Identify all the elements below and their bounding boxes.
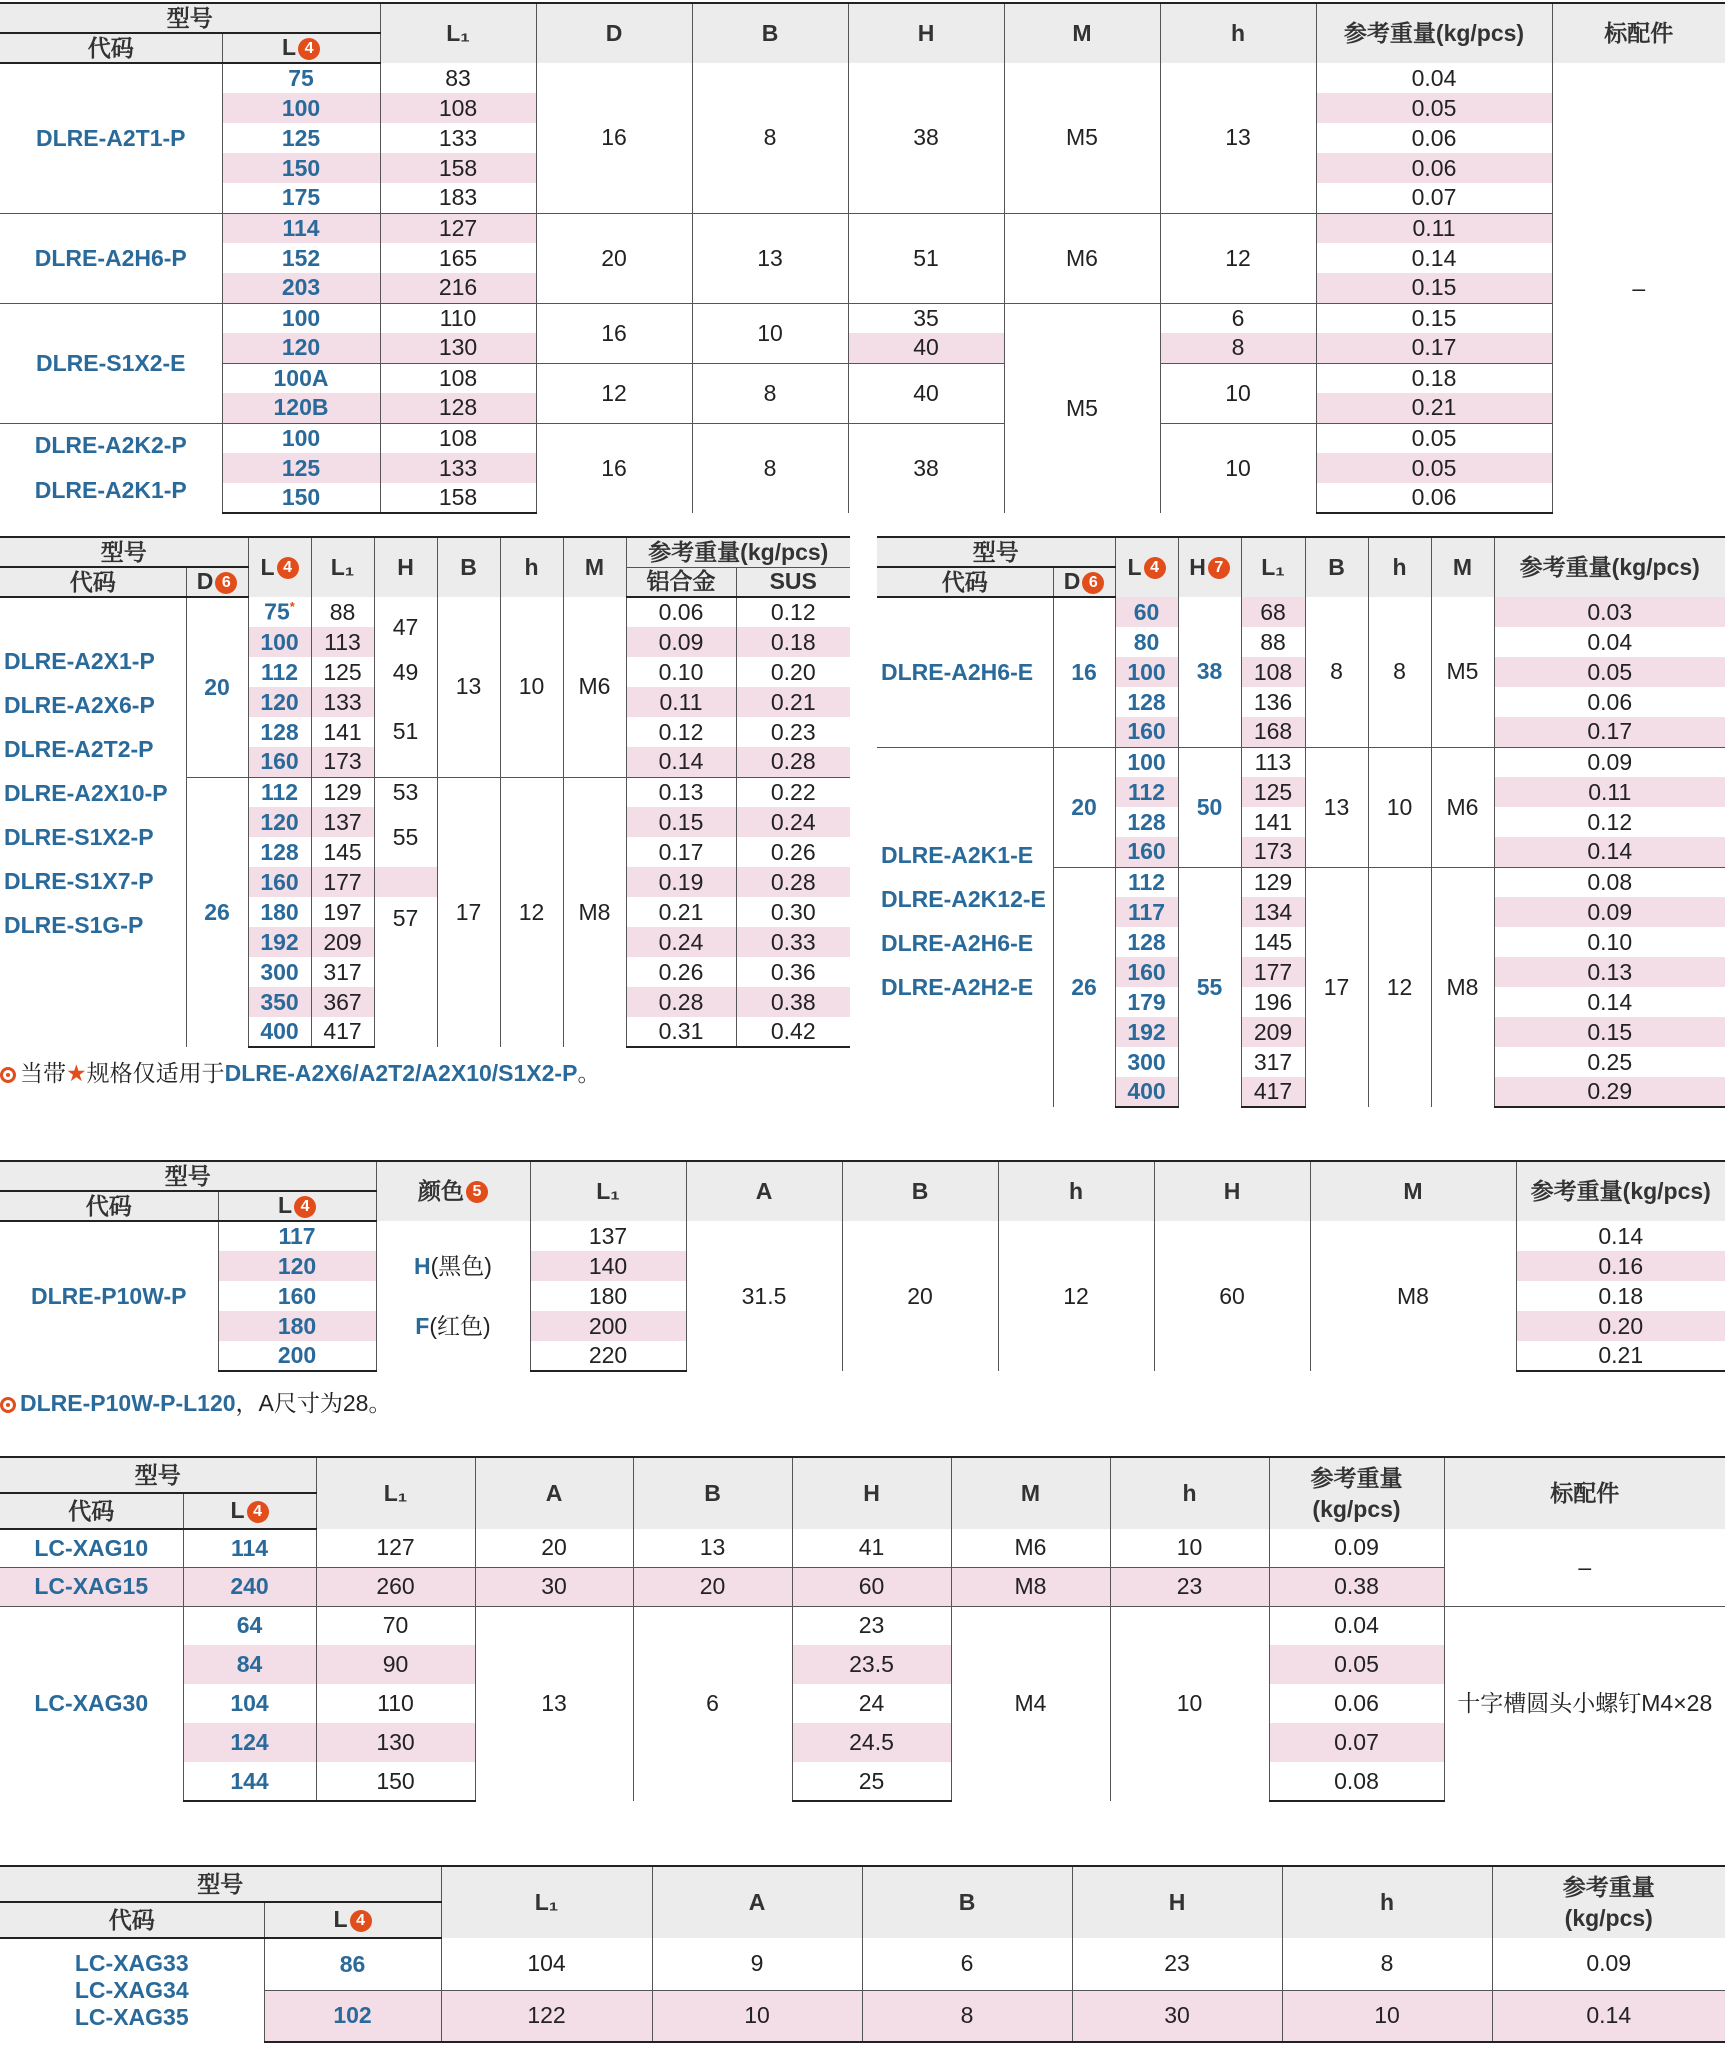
table-row: 350 367 0.28 0.38 — [0, 987, 850, 1017]
badge-6-icon: 6 — [1082, 572, 1104, 594]
table-row: DLRE-A2K1-E DLRE-A2K12-E DLRE-A2H6-E DLRE-A2H2-E 20 100 50 113 13 10 M6 0.09 — [877, 747, 1725, 777]
table-row: 128 141 0.12 — [877, 807, 1725, 837]
table-row: 100 108 0.05 — [0, 93, 1725, 123]
table-row: 160 173 0.14 — [877, 837, 1725, 867]
table-row: 112 125 49 0.10 0.20 — [0, 657, 850, 687]
bullet-icon — [0, 1067, 16, 1083]
table-row: DLRE-A2K2-P DLRE-A2K1-P 100 108 16 8 38 10 0.05 — [0, 423, 1725, 453]
star-mark: * — [289, 599, 295, 615]
table-row: LC-XAG10 114 127 20 13 41 M6 10 0.09 – — [0, 1529, 1725, 1567]
table-row: 112 125 0.11 — [877, 777, 1725, 807]
header-h: H — [848, 3, 1004, 63]
table-row: 84 90 23.5 0.05 — [0, 1645, 1725, 1684]
table-row: 175 183 0.07 — [0, 183, 1725, 213]
table-row: 26 112 55 129 17 12 M8 0.08 — [877, 867, 1725, 897]
header-code: 代码 — [0, 33, 222, 63]
header-std-parts: 标配件 — [1552, 3, 1725, 63]
table-row: 100 113 0.09 0.18 — [0, 627, 850, 657]
table-row: 203 216 0.15 — [0, 273, 1725, 303]
table-row: 160 168 0.17 — [877, 717, 1725, 747]
note-star-applicability: 当带★规格仅适用于DLRE-A2X6/A2T2/A2X10/S1X2-P。 — [0, 1055, 600, 1088]
table-row: 120B 128 M5 0.21 — [0, 393, 1725, 423]
table-row: 128 145 0.10 — [877, 927, 1725, 957]
table-row: 150 158 0.06 — [0, 483, 1725, 513]
spec-table-1 — [0, 2, 1725, 514]
table-row: 160 177 0.19 0.28 — [0, 867, 850, 897]
table-row: 192 209 0.15 — [877, 1017, 1725, 1047]
table-row: 128 136 0.06 — [877, 687, 1725, 717]
table-row: 117 134 0.09 — [877, 897, 1725, 927]
table-row: 124 130 24.5 0.07 — [0, 1723, 1725, 1762]
bullet-icon — [0, 1397, 16, 1413]
table-row: 180 200 0.20 — [0, 1311, 1725, 1341]
table-row: 128 145 0.17 0.26 — [0, 837, 850, 867]
table-row: 152 165 0.14 — [0, 243, 1725, 273]
table-row: LC-XAG33 LC-XAG34 LC-XAG35 86 104 9 6 23 8 0.09 — [0, 1938, 1725, 1990]
badge-4-icon: 4 — [247, 1501, 269, 1523]
table-row: 400 417 0.31 0.42 — [0, 1017, 850, 1047]
model-code-pair: DLRE-A2K2-P DLRE-A2K1-P — [0, 423, 222, 513]
spec-table-6: 型号 L₁ A B H h 参考重量 (kg/pcs) 代码 L 4 LC-XAG33 LC-XAG34 LC-XAG35 86 104 9 6 23 8 0.09 102 122 10 8 30 10 0.14 — [0, 1865, 1725, 2043]
table-row: DLRE-P10W-P 117 H(黑色) F(红色) 137 31.5 20 12 60 M8 0.14 — [0, 1221, 1725, 1251]
table-row: 150 158 0.06 — [0, 153, 1725, 183]
badge-4-icon: 4 — [1144, 557, 1166, 579]
table-row: DLRE-A2H6-E 16 60 38 68 8 8 M5 0.03 — [877, 597, 1725, 627]
table-row: 300 317 0.26 0.36 — [0, 957, 850, 987]
model-code-list: DLRE-A2K1-E DLRE-A2K12-E DLRE-A2H6-E DLRE-A2H2-E — [877, 747, 1053, 1107]
model-code-list: DLRE-A2X1-P DLRE-A2X6-P DLRE-A2T2-P DLRE-A2X10-P DLRE-S1X2-P DLRE-S1X7-P DLRE-S1G-P — [0, 597, 186, 1047]
header-model: 型号 — [0, 3, 380, 33]
table-row: 104 110 24 0.06 — [0, 1684, 1725, 1723]
table-row: 120 137 55 0.15 0.24 — [0, 807, 850, 837]
table-row: DLRE-A2X1-P DLRE-A2X6-P DLRE-A2T2-P DLRE-A2X10-P DLRE-S1X2-P DLRE-S1X7-P DLRE-S1G-P 20 75* 88 47 13 10 M6 0.06 0.12 — [0, 597, 850, 627]
note-p10w: DLRE-P10W-P-L120，A尺寸为28。 — [0, 1385, 391, 1418]
table-row: 125 133 0.06 — [0, 123, 1725, 153]
table-row: DLRE-A2T1-P 75 83 16 8 38 M5 13 0.04 – — [0, 63, 1725, 93]
table-row: 100A 108 12 8 40 10 0.18 — [0, 363, 1725, 393]
model-code: DLRE-A2H6-P — [0, 213, 222, 303]
color-options: H(黑色) F(红色) — [376, 1221, 530, 1371]
badge-6-icon: 6 — [215, 572, 237, 594]
table-row: 120 130 40 8 0.17 — [0, 333, 1725, 363]
table-row: LC-XAG30 64 70 13 6 23 M4 10 0.04 十字槽圆头小螺钉M4×28 — [0, 1606, 1725, 1645]
header-l: L 4 — [222, 33, 380, 63]
table-row: 200 220 0.21 — [0, 1341, 1725, 1371]
table-row: LC-XAG15 240 260 30 20 60 M8 23 0.38 — [0, 1567, 1725, 1606]
model-code: DLRE-A2T1-P — [0, 63, 222, 213]
table-row: 26 112 129 53 17 12 M8 0.13 0.22 — [0, 777, 850, 807]
badge-7-icon: 7 — [1208, 557, 1230, 579]
badge-4-icon: 4 — [294, 1196, 316, 1218]
badge-5-icon: 5 — [466, 1181, 488, 1203]
table-row: 400 417 0.29 — [877, 1077, 1725, 1107]
header-l1: L₁ — [380, 3, 536, 63]
model-code: DLRE-P10W-P — [0, 1221, 218, 1371]
table-row: 144 150 25 0.08 — [0, 1762, 1725, 1801]
spec-table-3: 型号 L 4 H 7 L₁ B h M 参考重量(kg/pcs) 代码 D 6 DLRE-A2H6-E 16 60 38 68 8 8 M5 0.03 80 88 0.04 100 108 0.05 128 136 0.06 160 168 0.17 DLRE-A2K1-E DLRE-A2K12-E DLRE-A2H6-E DLRE-A2H2-E 20 100 50 113 13 10 M6 0.09 112 125 0.11 128 141 0.12 160 173 0.14 26 112 55 129 17 12 M8 0.08 117 134 0.09 128 145 0.10 160 177 0.13 179 196 0.14 192 209 0.15 300 317 0.25 400 417 0.29 — [877, 536, 1725, 1108]
table-row: 80 88 0.04 — [877, 627, 1725, 657]
table-row: 180 197 57 0.21 0.30 — [0, 897, 850, 927]
table-row: 125 133 0.05 — [0, 453, 1725, 483]
header-b: B — [692, 3, 848, 63]
badge-4-icon: 4 — [298, 38, 320, 60]
table-row: 192 209 0.24 0.33 — [0, 927, 850, 957]
spec-table-4: 型号 颜色 5 L₁ A B h H M 参考重量(kg/pcs) 代码 L 4 DLRE-P10W-P 117 H(黑色) F(红色) 137 31.5 20 12 60 M8 0.14 120 140 0.16 160 180 0.18 180 200 0.20 200 220 0.21 — [0, 1160, 1725, 1372]
table-row: 102 122 10 8 30 10 0.14 — [0, 1990, 1725, 2042]
table-row: 120 140 0.16 — [0, 1251, 1725, 1281]
table-row: 120 133 51 0.11 0.21 — [0, 687, 850, 717]
spec-table-5: 型号 L₁ A B H M h 参考重量 (kg/pcs) 标配件 代码 L 4 LC-XAG10 114 127 20 13 41 M6 10 0.09 – LC-XAG15 240 260 30 20 60 M8 23 0.38 LC-XAG30 64 70 13 6 23 M4 10 0.04 十字槽圆头小螺钉M4×28 84 90 23.5 0.05 104 110 24 0.06 124 130 24.5 0.07 144 150 25 0.08 — [0, 1456, 1725, 1802]
header-d: D — [536, 3, 692, 63]
header-h-small: h — [1160, 3, 1316, 63]
table-row: 128 141 0.12 0.23 — [0, 717, 850, 747]
model-code-list: LC-XAG33 LC-XAG34 LC-XAG35 — [0, 1938, 264, 2042]
badge-4-icon: 4 — [350, 1910, 372, 1932]
model-code: DLRE-S1X2-E — [0, 303, 222, 423]
table-row: 160 173 0.14 0.28 — [0, 747, 850, 777]
std-parts-value: – — [1552, 63, 1725, 513]
table-row: 100 108 0.05 — [877, 657, 1725, 687]
model-code: DLRE-A2H6-E — [877, 597, 1053, 747]
table-row: DLRE-S1X2-E 100 110 16 10 35 6 0.15 — [0, 303, 1725, 333]
table-row: DLRE-A2H6-P 114 127 20 13 51 M6 12 0.11 — [0, 213, 1725, 243]
table-row: 300 317 0.25 — [877, 1047, 1725, 1077]
badge-4-icon: 4 — [277, 557, 299, 579]
std-parts-screw: 十字槽圆头小螺钉M4×28 — [1444, 1606, 1725, 1801]
table-row: 179 196 0.14 — [877, 987, 1725, 1017]
header-m: M — [1004, 3, 1160, 63]
table-row: 160 177 0.13 — [877, 957, 1725, 987]
spec-table-2: 型号 L 4 L₁ H B h M 参考重量(kg/pcs) 代码 D 6 铝合金 SUS DLRE-A2X1-P DLRE-A2X6-P DLRE-A2T2-P DLRE-A2X10-P DLRE-S1X2-P DLRE-S1X7-P DLRE-S1G-P 20 75* 88 47 13 10 M6 0.06 0.12 100 113 0.09 0.18 112 125 49 0.10 0.20 120 133 51 0.11 0.21 128 141 0.12 0.23 160 173 0.14 0.28 26 112 129 53 17 12 M8 0.13 0.22 120 137 55 0.15 0.24 128 145 0.17 0.26 160 177 0.19 0.28 180 197 57 0.21 0.30 192 209 0.24 0.33 300 317 0.26 0.36 350 367 0.28 0.38 400 417 0.31 0.42 — [0, 536, 850, 1048]
header-weight: 参考重量(kg/pcs) — [1316, 3, 1552, 63]
table-row: 160 180 0.18 — [0, 1281, 1725, 1311]
